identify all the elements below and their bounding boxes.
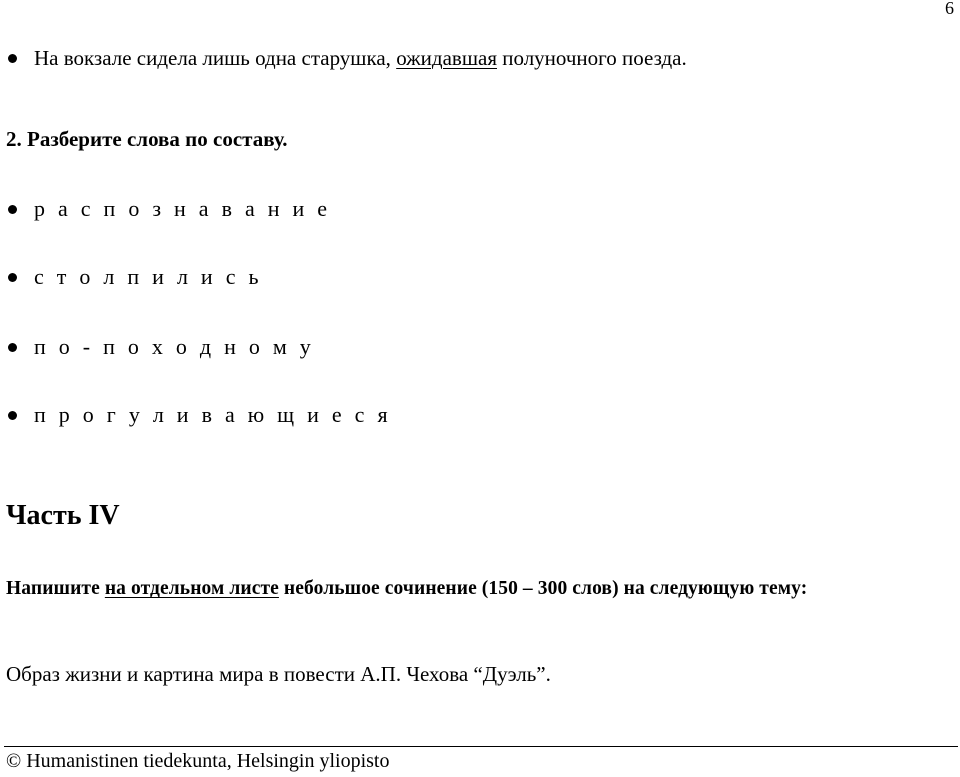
word-item	[8, 264, 272, 290]
word-letter: е	[331, 402, 342, 427]
word-letter: ь	[248, 264, 259, 289]
word-letter: л	[103, 264, 115, 289]
word-letter: с	[354, 402, 365, 427]
word-letter: з	[152, 196, 162, 221]
word-letter: а	[198, 196, 209, 221]
word-letter: я	[377, 402, 388, 427]
bullet-icon	[8, 411, 17, 420]
sentence-underlined-word: ожидавшая	[396, 46, 497, 70]
bullet-icon	[8, 54, 17, 63]
word-letters	[34, 196, 340, 222]
word-letter: с	[80, 196, 91, 221]
word-letter: а	[244, 196, 255, 221]
word-letter: с	[225, 264, 236, 289]
word-letter: о	[127, 334, 139, 359]
word-letter: с	[34, 264, 44, 289]
bullet-icon	[8, 273, 17, 282]
page-number: 6	[945, 0, 954, 18]
word-letter: и	[292, 196, 305, 221]
word-letter: п	[103, 196, 116, 221]
word-letter: л	[152, 402, 164, 427]
word-letter: н	[174, 196, 186, 221]
word-letter: х	[151, 334, 163, 359]
word-letter: п	[103, 334, 115, 359]
task2-heading: 2. Разберите слова по составу.	[6, 127, 288, 151]
word-letter: и	[307, 402, 319, 427]
sentence-text	[34, 46, 687, 71]
word-letter: а	[224, 402, 235, 427]
word-letter: р	[34, 196, 45, 221]
instruction-before: Напишите	[6, 578, 105, 599]
word-letter: п	[127, 264, 140, 289]
word-letter: л	[176, 264, 188, 289]
word-item	[8, 402, 401, 428]
word-letter: у	[128, 402, 140, 427]
word-letter: и	[176, 402, 189, 427]
word-letter: и	[152, 264, 164, 289]
word-item	[8, 196, 340, 222]
essay-topic: Образ жизни и картина мира в повести А.П. Чехова “Дуэль”.	[6, 662, 551, 686]
word-letter: о	[128, 196, 140, 221]
bullet-icon	[8, 343, 17, 352]
instruction-after: небольшое сочинение (150 – 300 слов) на следующую тему:	[278, 578, 808, 599]
word-letter: щ	[277, 402, 295, 427]
word-letter: п	[34, 334, 46, 359]
word-letter: н	[267, 196, 280, 221]
word-letters	[34, 264, 272, 290]
word-letter: р	[58, 402, 70, 427]
word-letter: м	[272, 334, 287, 359]
word-letter: в	[201, 402, 212, 427]
part-title: Часть IV	[6, 500, 120, 531]
word-letter: ю	[247, 402, 265, 427]
word-letter: о	[175, 334, 187, 359]
word-letter: т	[56, 264, 67, 289]
instruction-underlined: на отдельном листе	[104, 578, 279, 599]
word-letter: о	[79, 264, 91, 289]
word-letter: п	[34, 402, 46, 427]
bullet-icon	[8, 205, 17, 214]
word-letter: и	[200, 264, 213, 289]
word-letter: о	[248, 334, 260, 359]
word-letter: -	[82, 334, 91, 359]
essay-instruction	[6, 576, 956, 601]
word-letter: о	[58, 334, 70, 359]
word-letters	[34, 334, 324, 360]
word-letter: н	[224, 334, 236, 359]
word-letter: а	[58, 196, 68, 221]
footer-divider	[4, 746, 958, 747]
sentence-item	[8, 46, 687, 71]
word-letters	[34, 402, 401, 428]
word-letter: д	[199, 334, 212, 359]
footer-copyright: © Humanistinen tiedekunta, Helsingin yliopisto	[6, 750, 390, 772]
word-letter: в	[221, 196, 232, 221]
word-letter: г	[106, 402, 116, 427]
word-item	[8, 334, 324, 360]
word-letter: е	[317, 196, 328, 221]
word-letter: о	[82, 402, 94, 427]
word-letter: у	[299, 334, 311, 359]
sentence-after: полуночного поезда.	[496, 46, 687, 70]
sentence-before: На вокзале сидела лишь одна старушка,	[34, 46, 397, 70]
